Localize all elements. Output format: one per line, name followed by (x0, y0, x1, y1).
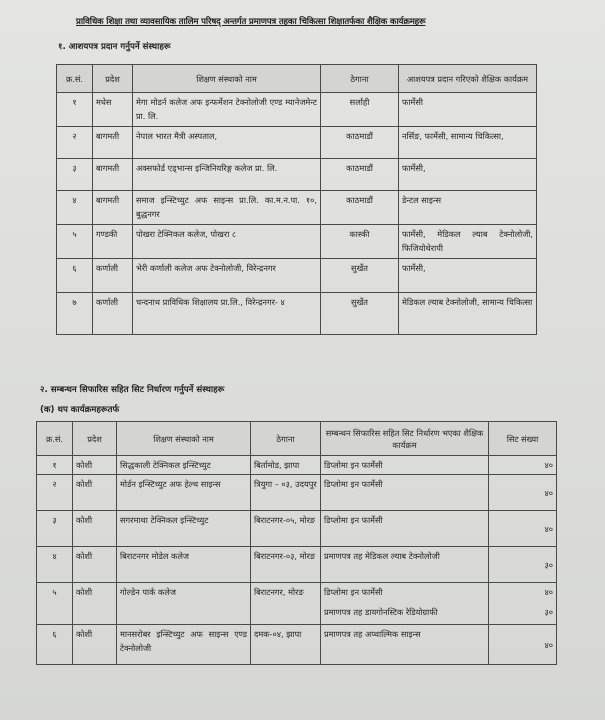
table-row (57, 293, 537, 335)
row-province: कर्णाली (93, 259, 133, 293)
row-province: कर्णाली (93, 293, 133, 335)
row-seats: ४० (544, 587, 553, 597)
row-serial: १ (37, 456, 73, 475)
row-institution-name: अक्सफोर्ड एड्भान्स इन्जिनियरिङ्ग कलेज प्रा. लि. (133, 159, 321, 191)
row-province: कोशी (73, 547, 117, 583)
header-address: ठेगाना (321, 65, 399, 93)
row-province: कोशी (73, 456, 117, 475)
table-header-row (57, 65, 537, 93)
row-program: डेन्टल साइन्स (399, 191, 537, 225)
row-address: काठमाडौं (321, 159, 399, 191)
row-institution-name: मोर्डन इन्स्टिच्युट अफ हेल्थ साइन्स (117, 475, 251, 511)
header-institution-name: शिक्षण संस्थाको नाम (133, 65, 321, 93)
row-program: डिप्लोमा इन फार्मेसी (321, 511, 489, 547)
row-address: काठमाडौं (321, 127, 399, 159)
row-institution-name: नेपाल भारत मैत्री अस्पताल, (133, 127, 321, 159)
table-row (57, 225, 537, 259)
document-title: प्राविधिक शिक्षा तथा व्यावसायिक तालिम परिषद् अन्तर्गत प्रमाणपत्र तहका चिकित्सा शिक्षातर्फका शैक्षिक कार्यक्रमहरू (76, 17, 426, 27)
table-row (57, 93, 537, 127)
row-institution-name: पोखरा टेक्निकल कलेज, पोखरा ८ (133, 225, 321, 259)
header-province: प्रदेश (93, 65, 133, 93)
row-province: कोशी (73, 475, 117, 511)
row-serial: ३ (37, 511, 73, 547)
header-program: सम्बन्धन सिफारिस सहित सिट निर्धारण भएका शैक्षिक कार्यक्रम (321, 422, 489, 456)
section-1-table (56, 64, 537, 335)
row-province: मधेस (93, 93, 133, 127)
row-address: त्रियुगा – ०३, उदयपुर (251, 475, 321, 511)
row-province: गण्डकी (93, 225, 133, 259)
row-institution-name: मानसरोबर इन्स्टिच्युट अफ साइन्स एण्ड टेक्नोलोजी (117, 625, 251, 665)
row-program: प्रमाणपत्र तह डायगोनस्टिक रेडियोग्राफी (324, 607, 438, 617)
row-institution-name: चन्दनाथ प्राविधिक शिक्षालय प्रा.लि., विरेन्द्रनगर- ४ (133, 293, 321, 335)
header-serial: क्र.सं. (57, 65, 93, 93)
row-province: कोशी (73, 625, 117, 665)
row-program: नर्सिङ, फार्मेसी, सामान्य चिकित्सा, (399, 127, 537, 159)
row-program: डिप्लोमा इन फार्मेसी (324, 587, 383, 597)
row-program: मेडिकल ल्याब टेक्नोलोजी, सामान्य चिकित्सा (399, 293, 537, 335)
row-institution-name: समाज इन्स्टिच्युट अफ साइन्स प्रा.लि. का.म.न.पा. १०, बुद्धनगर (133, 191, 321, 225)
table-row (57, 159, 537, 191)
row-serial: ४ (37, 547, 73, 583)
row-institution-name: भेरी कर्णाली कलेज अफ टेक्नोलोजी, विरेन्द्रनगर (133, 259, 321, 293)
row-serial: ६ (37, 625, 73, 665)
row-serial: ६ (57, 259, 93, 293)
row-program: फार्मेसी (399, 93, 537, 127)
row-address: सुर्खेत (321, 259, 399, 293)
row-institution-name: सिद्धकाली टेक्निकल इन्स्टिच्युट (117, 456, 251, 475)
row-institution-name: बिराटनगर मोडेल कलेज (117, 547, 251, 583)
section-1-heading: १. आशयपत्र प्रदान गर्नुपर्ने संस्थाहरू (58, 42, 171, 52)
row-address: बिर्तामोड, झापा (251, 456, 321, 475)
row-address: दमक-०४, झापा (251, 625, 321, 665)
row-address: बिराटनगर, मोरङ (251, 583, 321, 625)
row-institution-name: सगरमाथा टेक्निकल इन्स्टिच्युट (117, 511, 251, 547)
row-institution-name: गोल्डेन पार्क कलेज (117, 583, 251, 625)
table-row (37, 547, 557, 583)
row-seats: ३० (489, 547, 557, 583)
row-address: बिराटनगर-०५, मोरङ (251, 511, 321, 547)
header-serial: क्र.सं. (37, 422, 73, 456)
row-institution-name: मेगा मोडर्न कलेज अफ इन्फर्मेशन टेक्नोलोजी एण्ड म्यानेजमेन्ट प्रा. लि. (133, 93, 321, 127)
row-seats: ४० (489, 475, 557, 511)
row-address: कास्की (321, 225, 399, 259)
section-2-subheading: (क) थप कार्यक्रमहरूतर्फ (40, 405, 120, 415)
table-row (37, 625, 557, 665)
row-province: बागमती (93, 191, 133, 225)
row-address: सर्लाही (321, 93, 399, 127)
section-2-table (36, 421, 557, 665)
row-seats: ४० (489, 625, 557, 665)
table-row (57, 191, 537, 225)
row-serial: २ (57, 127, 93, 159)
table-row (57, 127, 537, 159)
table-header-row (37, 422, 557, 456)
row-seats-cell (489, 583, 557, 625)
row-serial: ४ (57, 191, 93, 225)
row-province: बागमती (93, 127, 133, 159)
row-serial: ५ (37, 583, 73, 625)
row-program: प्रमाणपत्र तह मेडिकल ल्याब टेक्नोलोजी (321, 547, 489, 583)
row-serial: १ (57, 93, 93, 127)
header-institution-name: शिक्षण संस्थाको नाम (117, 422, 251, 456)
row-program: फार्मेसी, (399, 159, 537, 191)
row-address: काठमाडौं (321, 191, 399, 225)
header-province: प्रदेश (73, 422, 117, 456)
row-address: सुर्खेत (321, 293, 399, 335)
section-2-heading: २. सम्बन्धन सिफारिस सहित सिट निर्धारण गर्नुपर्ने संस्थाहरू (40, 385, 225, 395)
row-serial: २ (37, 475, 73, 511)
row-program-cell (321, 583, 489, 625)
row-serial: ७ (57, 293, 93, 335)
row-province: बागमती (93, 159, 133, 191)
table-row (37, 511, 557, 547)
row-seats: ४० (489, 511, 557, 547)
row-seats: ४० (489, 456, 557, 475)
header-program: आशयपत्र प्रदान गरिएको शैक्षिक कार्यक्रम (399, 65, 537, 93)
row-program: प्रमाणपत्र तह अप्थाल्मिक साइन्स (321, 625, 489, 665)
row-serial: ५ (57, 225, 93, 259)
table-row (37, 456, 557, 475)
table-row (57, 259, 537, 293)
row-program: डिप्लोमा इन फार्मेसी (321, 475, 489, 511)
row-address: बिराटनगर-०३, मोरङ (251, 547, 321, 583)
row-province: कोशी (73, 583, 117, 625)
table-row (37, 583, 557, 625)
row-program: फार्मेसी, (399, 259, 537, 293)
table-row (37, 475, 557, 511)
row-serial: ३ (57, 159, 93, 191)
row-program: फार्मेसी, मेडिकल ल्याब टेक्नोलोजी, फिजियोथेरापी (399, 225, 537, 259)
row-seats: ३० (544, 607, 553, 617)
header-seats: सिट संख्या (489, 422, 557, 456)
header-address: ठेगाना (251, 422, 321, 456)
row-province: कोशी (73, 511, 117, 547)
row-program: डिप्लोमा इन फार्मेसी (321, 456, 489, 475)
